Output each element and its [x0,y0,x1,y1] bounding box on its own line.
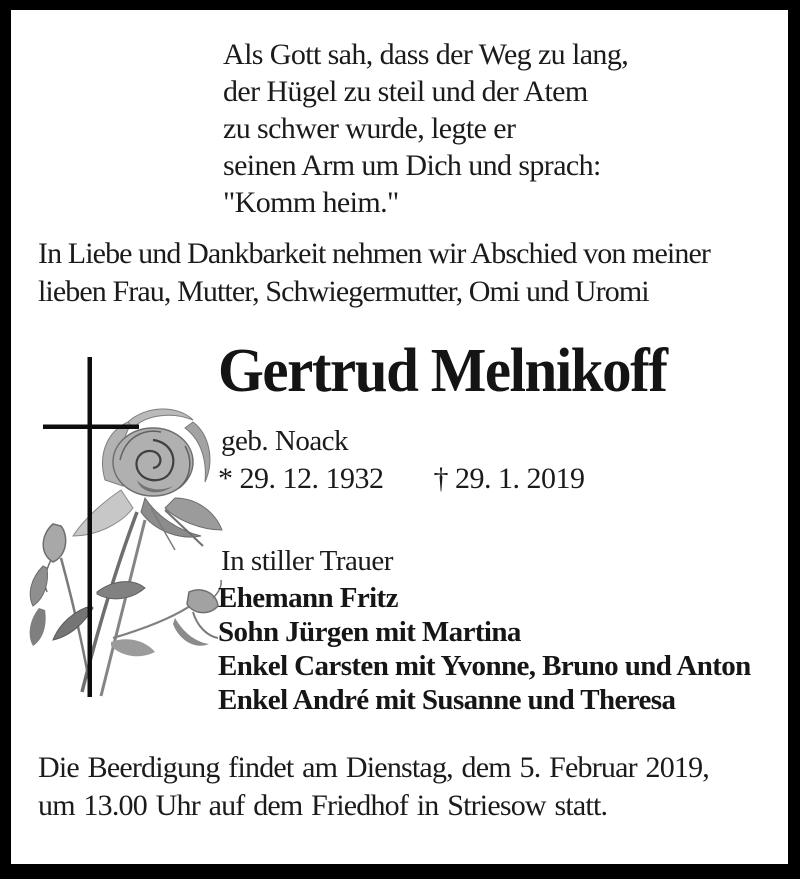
leaf [173,618,209,646]
funeral-announcement [38,749,709,825]
farewell-intro [38,235,710,311]
funeral-line: um 13.00 Uhr auf dem Friedhof in Striesow statt. [38,789,608,822]
mourning-intro: In stiller Trauer [221,545,393,577]
leaf [30,608,46,646]
mourner-line: Enkel André mit Susanne und Theresa [218,684,676,716]
rose-petal [73,490,133,536]
leaf [97,582,145,599]
cross-and-rose-illustration [25,340,235,705]
death-date: † 29. 1. 2019 [433,462,585,495]
leaf [30,566,47,606]
mourner-line: Enkel Carsten mit Yvonne, Bruno und Anton [218,650,751,682]
cross-vertical-bar [88,357,93,697]
poem-line: der Hügel zu steil und der Atem [223,75,588,108]
deceased-name: Gertrud Melnikoff [218,337,667,405]
poem-line: seinen Arm um Dich und sprach: [223,149,601,182]
bud-sepal [193,612,218,638]
cross-horizontal-bar [43,425,139,430]
poem-line: "Komm heim." [223,186,399,219]
poem-line: zu schwer wurde, legte er [223,112,516,145]
leaf [53,606,93,640]
maiden-name: geb. Noack [221,425,349,457]
mourner-line: Sohn Jürgen mit Martina [218,616,521,648]
mourners-list [218,581,751,717]
funeral-line: Die Beerdigung findet am Dienstag, dem 5. Februar 2019, [38,751,709,784]
memorial-poem [223,36,628,221]
rosebud [187,590,218,613]
leaf [111,639,155,656]
rosebud [43,524,65,562]
mourner-line: Ehemann Fritz [218,582,398,614]
birth-date: * 29. 12. 1932 [218,462,384,495]
intro-line: lieben Frau, Mutter, Schwiegermutter, Omi und Uromi [38,275,649,308]
life-dates [218,462,585,496]
poem-line: Als Gott sah, dass der Weg zu lang, [223,38,629,71]
intro-line: In Liebe und Dankbarkeit nehmen wir Abschied von meiner [38,237,710,270]
